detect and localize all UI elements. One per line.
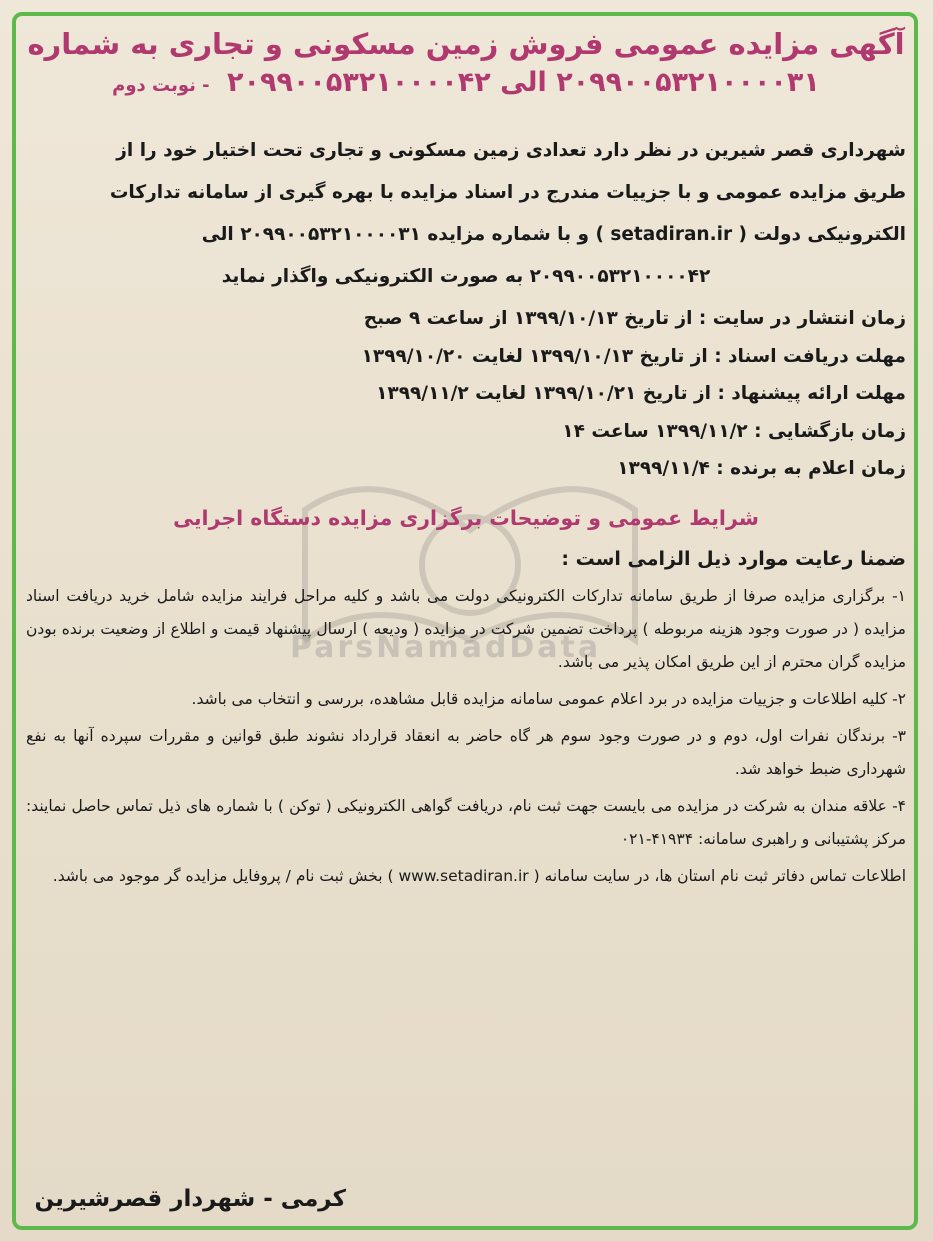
document-deadline: مهلت دریافت اسناد : از تاریخ ۱۳۹۹/۱۰/۱۳ لغایت ۱۳۹۹/۱۰/۲۰ [361,345,906,367]
condition-item: ۱- برگزاری مزایده صرفا از طریق سامانه تدارکات الکترونیکی دولت می باشد و کلیه مراحل فرایند مزایده شامل خرید دریافت اسناد مزایده ( در صورت وجود هزینه مربوطه ) پرداخت تضمین شرکت در مزایده ( ودیعه ) ارسال پیشنهاد قیمت و اطلاع از وضعیت برنده بودن مزایده گران محترم از این طریق امکان پذیر می باشد. [26,586,906,671]
requirements-note: ضمنا رعایت موارد ذیل الزامی است : [561,547,906,570]
intro-line: الکترونیکی دولت ( setadiran.ir ) و با شماره مزایده ۲۰۹۹۰۰۵۳۲۱۰۰۰۰۳۱ الی [201,224,906,245]
condition-item: ۳- برندگان نفرات اول، دوم و در صورت وجود سوم هر گاه حاضر به انعقاد قرارداد نشوند طبق قوانین و مقررات سپرده آنها به نفع شهرداری ضبط خواهد شد. [26,726,906,778]
winner-announcement-date: زمان اعلام به برنده : ۱۳۹۹/۱۱/۴ [617,458,906,479]
notice-number-line [26,66,906,100]
signature: کرمی - شهردار قصرشیرین [34,1186,346,1212]
intro-line: ۲۰۹۹۰۰۵۳۲۱۰۰۰۰۴۲ به صورت الکترونیکی واگذار نماید [221,266,711,287]
intro-line: شهرداری قصر شیرین در نظر دارد تعدادی زمین مسکونی و تجاری تحت اختیار خود را از [116,140,906,161]
bid-deadline: مهلت ارائه پیشنهاد : از تاریخ ۱۳۹۹/۱۰/۲۱ لغایت ۱۳۹۹/۱۱/۲ [376,383,906,404]
contact-info: اطلاعات تماس دفاتر ثبت نام استان ها، در سایت سامانه ( www.setadiran.ir ) بخش ثبت نام / پروفایل مزایده گر موجود می باشد. [52,866,906,885]
conditions-heading: شرایط عمومی و توضیحات برگزاری مزایده دستگاه اجرایی [173,505,759,530]
condition-item: ۴- علاقه مندان به شرکت در مزایده می بایست جهت ثبت نام، دریافت گواهی الکترونیکی ( توکن ) با شماره های ذیل تماس حاصل نمایند: مرکز پشتیبانی و راهبری سامانه: ۴۱۹۳۴-۰۲۱ [26,796,906,848]
intro-line: طریق مزایده عمومی و با جزییات مندرج در اسناد مزایده با بهره گیری از سامانه تدارکات [109,182,906,203]
publish-date: زمان انتشار در سایت : از تاریخ ۱۳۹۹/۱۰/۱۳ از ساعت ۹ صبح [363,308,906,329]
conditions-list [26,580,906,893]
notice-body [26,22,906,1222]
opening-date: زمان بازگشایی : ۱۳۹۹/۱۱/۲ ساعت ۱۴ [562,420,906,442]
auction-number-range: ۲۰۹۹۰۰۵۳۲۱۰۰۰۰۳۱ الی ۲۰۹۹۰۰۵۳۲۱۰۰۰۰۴۲ [227,67,820,99]
round-label: - نوبت دوم [112,75,210,97]
notice-title: آگهی مزایده عمومی فروش زمین مسکونی و تجاری به شماره [27,27,905,61]
condition-item: ۲- کلیه اطلاعات و جزییات مزایده در برد اعلام عمومی سامانه مزایده قابل مشاهده، بررسی و انتخاب می باشد. [191,689,906,708]
parsnamad-watermark: ParsNamadData [290,630,602,665]
intro-paragraph [26,130,906,298]
schedule-list [26,300,906,488]
